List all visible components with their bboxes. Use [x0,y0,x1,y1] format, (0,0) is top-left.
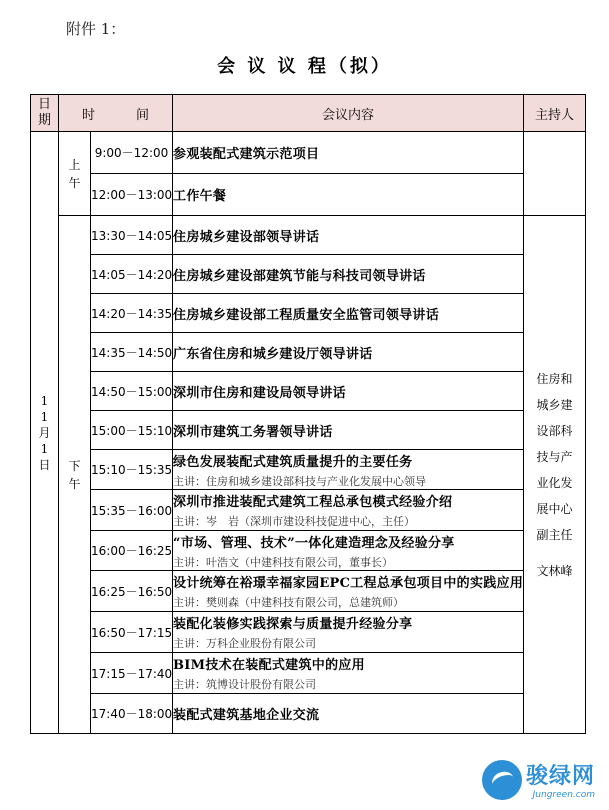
watermark [482,759,595,800]
table-row [31,612,586,653]
table-row [31,490,586,531]
page-title: 会 议 议 程（拟） [217,56,392,77]
watermark-text: 骏绿网 [525,764,595,789]
topic-text: 装配式建筑基地企业交流 [173,708,320,723]
content-cell [173,216,524,255]
content-cell [173,372,524,411]
topic-text: 住房城乡建设部建筑节能与科技司领导讲话 [173,268,426,284]
content-cell [173,450,524,490]
topic-text: 工作午餐 [173,189,227,204]
content-cell [173,255,524,294]
time-cell: 16:00－16:25 [91,531,173,571]
time-cell: 15:00－15:10 [91,411,173,450]
header-content: 会议内容 [173,95,524,132]
time-cell: 14:50－15:00 [91,372,173,411]
content-cell [173,571,524,612]
time-cell: 13:30－14:05 [91,216,173,255]
topic-text: 绿色发展装配式建筑质量提升的主要任务 [173,454,413,470]
speaker-text: 主讲：住房和城乡建设部科技与产业化发展中心领导 [173,474,427,488]
table-row [31,132,586,174]
watermark-logo-icon [482,760,522,800]
topic-text: 广东省住房和城乡建设厅领导讲话 [173,346,373,362]
topic-text: 住房城乡建设部工程质量安全监管司领导讲话 [173,307,440,323]
content-cell [173,612,524,653]
table-row [31,372,586,411]
speaker-text: 主讲：万科企业股份有限公司 [173,637,317,650]
time-cell: 9:00－12:00 [91,132,173,174]
table-row [31,450,586,490]
table-row [31,255,586,294]
header-date: 日期 [31,95,59,132]
content-cell [173,653,524,694]
time-cell: 12:00－13:00 [91,174,173,216]
topic-text: 参观装配式建筑示范项目 [173,147,320,162]
table-row [31,571,586,612]
content-cell [173,132,524,174]
time-cell: 14:35－14:50 [91,333,173,372]
table-row [31,531,586,571]
time-cell: 14:20－14:35 [91,294,173,333]
topic-text: 深圳市建筑工务署领导讲话 [173,424,333,440]
host-cell-morning [524,132,586,216]
table-row [31,411,586,450]
speaker-text: 主讲：岑 岩（深圳市建设科技促进中心，主任） [173,515,416,528]
topic-text: 设计统筹在裕璟幸福家园EPC工程总承包项目中的实践应用 [173,576,524,591]
time-cell: 17:15－17:40 [91,653,173,694]
table-row [31,653,586,694]
table-row [31,694,586,734]
content-cell [173,174,524,216]
time-cell: 15:35－16:00 [91,490,173,531]
date-cell: 11月1日 [31,132,59,734]
header-time: 时 间 [59,95,173,132]
speaker-text: 主讲：筑博设计股份有限公司 [173,678,317,691]
host-cell [524,216,586,734]
topic-text: 深圳市推进装配式建筑工程总承包模式经验介绍 [173,495,453,510]
topic-text: 住房城乡建设部领导讲话 [173,229,320,245]
time-cell: 15:10－15:35 [91,450,173,490]
content-cell [173,490,524,531]
header-row [31,95,586,132]
watermark-url: Jungreen.com [532,790,595,800]
table-row [31,216,586,255]
table-row [31,174,586,216]
content-cell [173,694,524,734]
topic-text: 装配化装修实践探索与质量提升经验分享 [173,617,413,632]
time-cell: 14:05－14:20 [91,255,173,294]
content-cell [173,531,524,571]
attachment-label: 附件 1： [66,20,126,38]
content-cell [173,411,524,450]
period-afternoon: 下午 [59,216,91,734]
table-row [31,294,586,333]
topic-text: BIM技术在装配式建筑中的应用 [173,658,365,673]
time-cell: 17:40－18:00 [91,694,173,734]
topic-text: 深圳市住房和建设局领导讲话 [173,385,346,401]
speaker-text: 主讲：叶浩文（中建科技有限公司，董事长） [173,555,394,569]
host-title: 住房和城乡建设部科技与产业化发展中心副主任 [536,371,573,542]
time-cell: 16:50－17:15 [91,612,173,653]
time-cell: 16:25－16:50 [91,571,173,612]
content-cell [173,333,524,372]
agenda-table [30,94,586,734]
header-host: 主持人 [524,95,586,132]
period-morning: 上午 [59,132,91,216]
content-cell [173,294,524,333]
table-row [31,333,586,372]
speaker-text: 主讲：樊则森（中建科技有限公司，总建筑师） [173,596,405,609]
host-name: 文林峰 [536,563,573,578]
topic-text: “市场、管理、技术”一体化建造理念及经验分享 [173,535,455,551]
